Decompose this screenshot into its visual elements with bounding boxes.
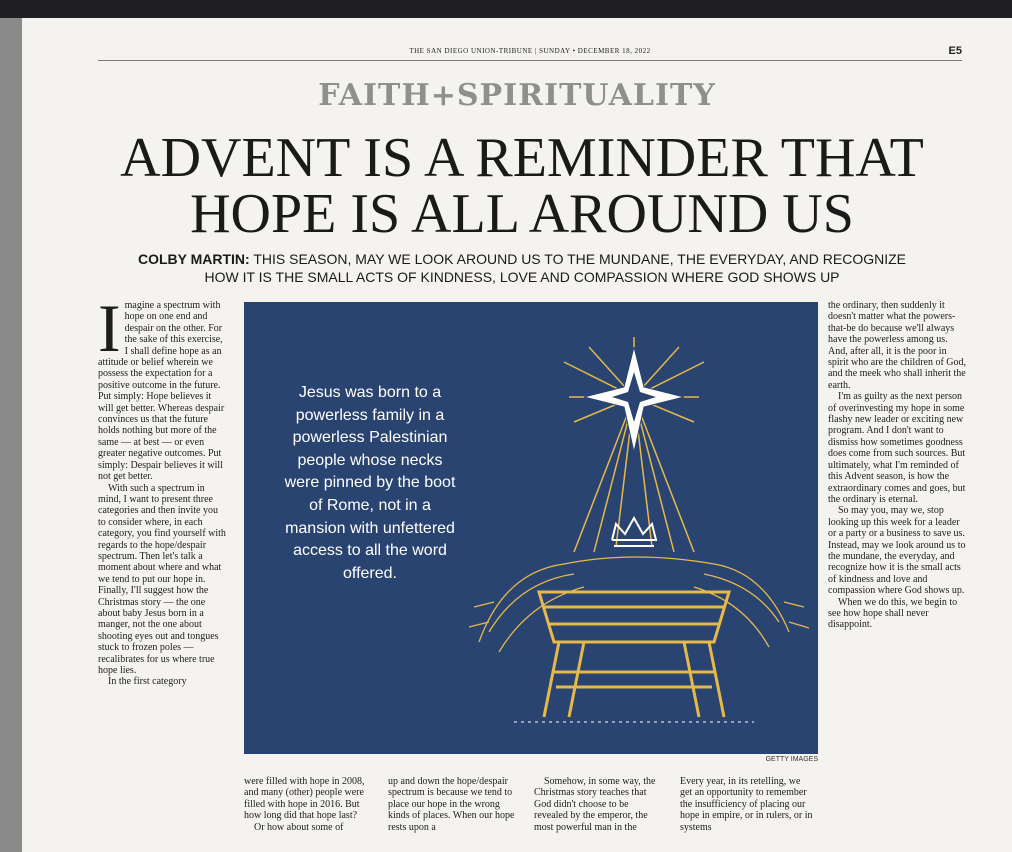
column-bottom-3: [534, 776, 664, 852]
headline: [82, 127, 962, 245]
paragraph: the ordinary, then suddenly it doesn't matter what the powers-that-be do because we'll always have the powerless among us. And, after all, it is the poor in spirit who are the children of God, and the meek who shall inherit the earth.: [828, 300, 967, 391]
manger: [539, 592, 729, 717]
paragraph: In the first category: [108, 676, 187, 688]
paragraph: I'm as guilty as the next person of overinvesting my hope in some flashy new leader or exciting new program. And I don't want to dismiss how sometimes goodness does come from such sources. But ultimately, what I'm reminded of this Advent season, is how the extraordinary comes and goes, but the ordinary is eternal.: [828, 391, 966, 505]
left-margin: [0, 18, 22, 852]
paragraph: Somehow, in some way, the Christmas story teaches that God didn't choose to be revealed by the emperor, the most powerful man in the: [534, 776, 656, 833]
paragraph: Every year, in its retelling, we get an opportunity to remember the insufficiency of placing our hope in empire, or in rulers, or in systems: [680, 776, 813, 833]
manger-illustration: [244, 302, 818, 754]
folio-line: [98, 46, 962, 61]
paragraph: Or how about some of: [254, 821, 344, 833]
headline-line-1: ADVENT IS A REMINDER THAT: [120, 127, 924, 189]
headline-line-2: HOPE IS ALL AROUND US: [190, 183, 854, 245]
author-name: COLBY MARTIN:: [137, 251, 250, 267]
star-icon: [584, 347, 684, 452]
window-top-bar: [0, 0, 1012, 18]
column-bottom-1: [244, 776, 374, 852]
paragraph: Imagine a spectrum with hope on one end and despair on the other. For the sake of this exercise, I shall define hope as an attitude or belief wherein we possess the expectation for a positive outcome in the future. Put simply: Hope believes it will get better. Whereas despair convinces us that the future holds nothing but more of the same — at best — or even greater negative outcomes. Put simply: Despair believes it will not get better.: [98, 300, 225, 483]
illustration: [244, 302, 818, 754]
newspaper-page: [22, 18, 1012, 852]
column-left: [98, 300, 226, 852]
column-right: [828, 300, 968, 852]
column-bottom-2: [388, 776, 518, 852]
paragraph: With such a spectrum in mind, I want to present three categories and then invite you to consider where, in each category, you find yourself with regards to the hope/despair spectrum. Then let's talk a moment about where and what we tend to put our hope in. Finally, I'll suggest how the Christmas story — the one about baby Jesus born in a manger, not the one about shooting eyes out and tongues stuck to frozen poles — recalibrates for us where true hope lies.: [98, 482, 226, 676]
paragraph: were filled with hope in 2008, and many (other) people were filled with hope in 2016. But how long did that hope last?: [244, 776, 365, 822]
deck: [82, 250, 962, 286]
hay: [469, 557, 809, 652]
column-bottom-4: [680, 776, 814, 852]
deck-line-1: THIS SEASON, MAY WE LOOK AROUND US TO THE MUNDANE, THE EVERYDAY, AND RECOGNIZE: [253, 251, 907, 267]
page-number: E5: [948, 45, 962, 57]
folio-text: THE SAN DIEGO UNION-TRIBUNE | SUNDAY • DECEMBER 18, 2022: [409, 47, 651, 55]
drop-cap: I: [98, 300, 121, 366]
paragraph: When we do this, we begin to see how hope shall never disappoint.: [828, 596, 958, 631]
pull-quote: Jesus was born to a powerless family in a powerless Palestinian people whose necks were pinned by the boot of Rome, not in a mansion with unfettered access to all the word offered.: [284, 384, 456, 582]
deck-line-2: HOW IT IS THE SMALL ACTS OF KINDNESS, LOVE AND COMPASSION WHERE GOD SHOWS UP: [204, 269, 840, 285]
paragraph: up and down the hope/despair spectrum is because we tend to place our hope in the wrong kinds of places. When our hope rests upon a: [388, 776, 515, 833]
paragraph: So may you, may we, stop looking up this week for a leader or a party or a business to save us. Instead, may we look around us to the mundane, the everyday, and recognize how it is the small acts of kindness and love and compassion where God shows up.: [828, 505, 966, 597]
photo-credit: GETTY IMAGES: [765, 756, 818, 763]
section-label: FAITH+SPIRITUALITY: [318, 78, 716, 113]
